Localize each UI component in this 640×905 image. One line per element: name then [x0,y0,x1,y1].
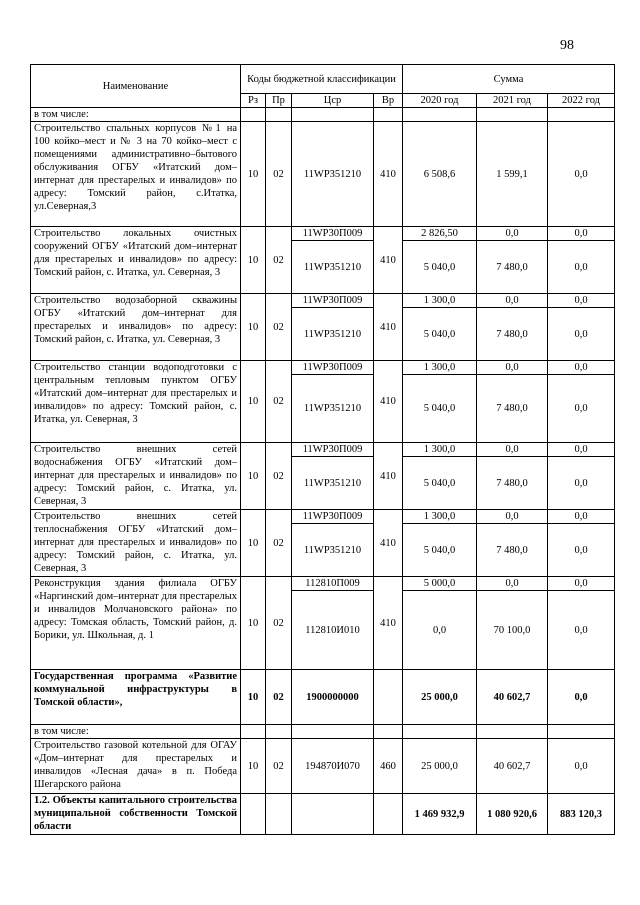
header-2020: 2020 год [403,94,477,108]
in-that-row [31,725,615,739]
table-cell [266,725,292,739]
table-cell [403,725,477,739]
table-cell [548,725,615,739]
pr-cell: 02 [266,227,292,294]
table-row [31,294,615,308]
table-cell [292,725,374,739]
sum-2020-cell: 1 300,0 [403,361,477,375]
sum-2020-cell: 1 300,0 [403,443,477,457]
rz-cell: 10 [241,227,266,294]
csr-cell: 11WP30П009 [292,227,374,241]
sum-2020-cell: 5 040,0 [403,375,477,443]
sum-2020-cell: 1 300,0 [403,294,477,308]
sum-2022-cell: 0,0 [548,308,615,361]
sum-2021-cell: 0,0 [477,227,548,241]
rz-cell: 10 [241,443,266,510]
csr-cell: 11WP351210 [292,241,374,294]
table-row [31,443,615,457]
sum-2021-cell: 7 480,0 [477,457,548,510]
section-name: 1.2. Объекты капитального строительства муниципальной собственности Томской области [31,794,241,835]
header-rz: Рз [241,94,266,108]
rz-cell: 10 [241,577,266,670]
pr-cell: 02 [266,443,292,510]
csr-cell: 11WP30П009 [292,361,374,375]
csr-cell: 112810И010 [292,591,374,670]
header-2022: 2022 год [548,94,615,108]
pr-cell: 02 [266,510,292,577]
table-row [31,361,615,375]
vr-cell: 410 [374,577,403,670]
sum-2021-cell: 7 480,0 [477,308,548,361]
csr-cell: 1900000000 [292,670,374,725]
header-name: Наименование [31,65,241,108]
sum-2020-cell: 5 040,0 [403,308,477,361]
pr-cell: 02 [266,361,292,443]
header-row [31,65,615,94]
table-row [31,122,615,227]
vr-cell: 410 [374,361,403,443]
pr-cell: 02 [266,670,292,725]
sum-2021-cell: 0,0 [477,510,548,524]
sum-2021-cell: 0,0 [477,443,548,457]
sum-2020-cell: 25 000,0 [403,739,477,794]
sum-2021-cell: 40 602,7 [477,739,548,794]
vr-cell: 410 [374,122,403,227]
vr-cell: 410 [374,510,403,577]
table-row [31,739,615,794]
header-csr: Цср [292,94,374,108]
sum-2022-cell: 0,0 [548,510,615,524]
sum-2021-cell: 0,0 [477,294,548,308]
sum-2022-cell: 0,0 [548,524,615,577]
table-row [31,577,615,591]
item-name: Строительство внешних сетей теплоснабжения ОГБУ «Итатский дом–интернат для престарелых и инвалидов» по адресу: Томский район, с. Итатка, ул. Северная, 3 [31,510,241,577]
rz-cell: 10 [241,122,266,227]
sum-2021-cell: 7 480,0 [477,375,548,443]
item-name: Строительство спальных корпусов №1 на 100 койко–мест и № 3 на 70 койко–мест с помещениями административно–бытового обслуживания ОГБУ «Итатский дом–интернат для престарелых и инвалидов» по адресу: Томский район, с.Итатка, ул.Северная,3 [31,122,241,227]
sum-2020-cell: 0,0 [403,591,477,670]
sum-2022-cell: 0,0 [548,241,615,294]
table-row [31,510,615,524]
in-that-label: в том числе: [31,725,241,739]
csr-cell: 112810П009 [292,577,374,591]
sum-2021-cell: 7 480,0 [477,524,548,577]
sum-2022-cell: 0,0 [548,739,615,794]
table-cell [241,725,266,739]
sum-2020-cell: 1 300,0 [403,510,477,524]
table-cell [292,794,374,835]
pr-cell: 02 [266,577,292,670]
csr-cell: 11WP30П009 [292,510,374,524]
program-name: Государственная программа «Развитие коммунальной инфраструктуры в Томской области», [31,670,241,725]
csr-cell: 11WP351210 [292,308,374,361]
item-name: Строительство станции водоподготовки с центральным тепловым пунктом ОГБУ «Итатский дом–интернат для престарелых и инвалидов» по адресу: Томский район, с. Итатка, ул. Северная, 3 [31,361,241,443]
header-sum: Сумма [403,65,615,94]
sum-2020-cell: 25 000,0 [403,670,477,725]
csr-cell: 11WP30П009 [292,443,374,457]
sum-2022-cell: 0,0 [548,227,615,241]
table-row [31,227,615,241]
vr-cell: 410 [374,443,403,510]
item-name: Строительство локальных очистных сооружений ОГБУ «Итатский дом–интернат для престарелых и инвалидов» по адресу: Томский район, с. Итатка, ул. Северная, 3 [31,227,241,294]
sum-2021-cell: 1 599,1 [477,122,548,227]
sum-2022-cell: 0,0 [548,457,615,510]
table-cell [374,725,403,739]
sum-2022-cell: 0,0 [548,122,615,227]
csr-cell: 11WP30П009 [292,294,374,308]
rz-cell: 10 [241,510,266,577]
header-2021: 2021 год [477,94,548,108]
rz-cell: 10 [241,670,266,725]
sum-2020-cell: 5 040,0 [403,457,477,510]
sum-2020-cell: 6 508,6 [403,122,477,227]
sum-2021-cell: 1 080 920,6 [477,794,548,835]
sum-2022-cell: 0,0 [548,443,615,457]
sum-2022-cell: 0,0 [548,294,615,308]
vr-cell [374,670,403,725]
sum-2020-cell: 5 040,0 [403,524,477,577]
rz-cell: 10 [241,361,266,443]
sum-2020-cell: 5 040,0 [403,241,477,294]
header-pr: Пр [266,94,292,108]
sum-2020-cell: 2 826,50 [403,227,477,241]
csr-cell: 11WP351210 [292,122,374,227]
sum-2020-cell: 5 000,0 [403,577,477,591]
csr-cell: 11WP351210 [292,524,374,577]
sum-2020-cell: 1 469 932,9 [403,794,477,835]
pr-cell: 02 [266,739,292,794]
budget-table [30,64,615,835]
sum-2022-cell: 0,0 [548,670,615,725]
in-that-label: в том числе: [31,108,241,122]
sum-2022-cell: 0,0 [548,591,615,670]
header-codes: Коды бюджетной классификации [241,65,403,94]
csr-cell: 11WP351210 [292,375,374,443]
sum-2022-cell: 0,0 [548,375,615,443]
vr-cell: 410 [374,227,403,294]
rz-cell: 10 [241,294,266,361]
table-cell [374,794,403,835]
table-cell [241,794,266,835]
sum-2021-cell: 0,0 [477,361,548,375]
sum-2021-cell: 0,0 [477,577,548,591]
sum-2021-cell: 40 602,7 [477,670,548,725]
page-number: 98 [560,38,574,53]
pr-cell: 02 [266,294,292,361]
sum-2021-cell: 7 480,0 [477,241,548,294]
table-cell [477,725,548,739]
header-vr: Вр [374,94,403,108]
sum-2022-cell: 883 120,3 [548,794,615,835]
csr-cell: 11WP351210 [292,457,374,510]
vr-cell: 460 [374,739,403,794]
vr-cell: 410 [374,294,403,361]
program-row [31,670,615,725]
item-name: Строительство внешних сетей водоснабжения ОГБУ «Итатский дом–интернат для престарелых и инвалидов» по адресу: Томский район, с. Итатка, ул. Северная, 3 [31,443,241,510]
item-name: Строительство газовой котельной для ОГАУ «Дом–интернат для престарелых и инвалидов «Лесная дача» в п. Победа Шегарского района [31,739,241,794]
sum-2021-cell: 70 100,0 [477,591,548,670]
csr-cell: 194870И070 [292,739,374,794]
item-name: Реконструкция здания филиала ОГБУ «Наргинский дом–интернат для престарелых и инвалидов Молчановского района» по адресу: Томская область, Томский район, д. Борики, ул. Школьная, д. 1 [31,577,241,670]
section-row [31,794,615,835]
item-name: Строительство водозаборной скважины ОГБУ «Итатский дом–интернат для престарелых и инвалидов» по адресу: Томский район, с. Итатка, ул. Северная, 3 [31,294,241,361]
pr-cell: 02 [266,122,292,227]
sum-2022-cell: 0,0 [548,577,615,591]
in-that-row [31,108,615,122]
sum-2022-cell: 0,0 [548,361,615,375]
rz-cell: 10 [241,739,266,794]
table-cell [266,794,292,835]
